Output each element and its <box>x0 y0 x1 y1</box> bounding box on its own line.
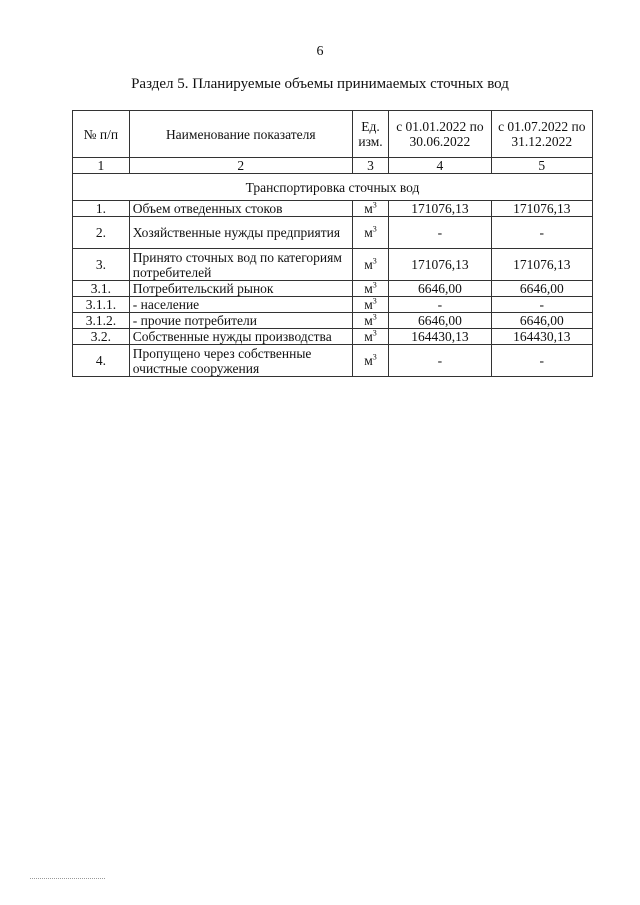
row-value-period1: - <box>389 345 491 377</box>
row-value-period2: 6646,00 <box>491 313 592 329</box>
row-value-period1: - <box>389 217 491 249</box>
column-number: 4 <box>389 158 491 174</box>
row-value-period1: 171076,13 <box>389 201 491 217</box>
row-value-period1: 6646,00 <box>389 281 491 297</box>
header-period2: с 01.07.2022 по 31.12.2022 <box>491 111 592 158</box>
row-name: Пропущено через собственные очистные сооружения <box>129 345 352 377</box>
row-unit: $м^3$ <box>352 217 388 249</box>
column-number: 1 <box>73 158 130 174</box>
row-num: 2. <box>73 217 130 249</box>
table-row <box>73 329 593 345</box>
table-row <box>73 281 593 297</box>
row-value-period1: 6646,00 <box>389 313 491 329</box>
row-value-period2: - <box>491 297 592 313</box>
row-unit: $м^3$ <box>352 345 388 377</box>
row-value-period2: - <box>491 217 592 249</box>
table-row <box>73 345 593 377</box>
column-number: 5 <box>491 158 592 174</box>
wastewater-volumes-table <box>72 110 593 377</box>
row-value-period1: - <box>389 297 491 313</box>
header-period1: с 01.01.2022 по 30.06.2022 <box>389 111 491 158</box>
row-unit: $м^3$ <box>352 249 388 281</box>
group-title: Транспортировка сточных вод <box>73 174 593 201</box>
table-row <box>73 249 593 281</box>
column-number: 3 <box>352 158 388 174</box>
row-value-period2: 6646,00 <box>491 281 592 297</box>
section-title: Раздел 5. Планируемые объемы принимаемых сточных вод <box>131 76 509 92</box>
row-unit: $м^3$ <box>352 297 388 313</box>
footer-dotted-line <box>30 878 105 879</box>
header-name: Наименование показателя <box>129 111 352 158</box>
row-value-period1: 171076,13 <box>389 249 491 281</box>
table-header-row <box>73 111 593 158</box>
row-num: 3.1. <box>73 281 130 297</box>
row-name: - население <box>129 297 352 313</box>
row-num: 1. <box>73 201 130 217</box>
row-num: 3. <box>73 249 130 281</box>
row-value-period2: 171076,13 <box>491 249 592 281</box>
row-value-period2: 164430,13 <box>491 329 592 345</box>
row-name: Собственные нужды производства <box>129 329 352 345</box>
header-num: № п/п <box>73 111 130 158</box>
row-value-period2: - <box>491 345 592 377</box>
page-number: 6 <box>316 44 324 59</box>
row-name: Принято сточных вод по категориям потребителей <box>129 249 352 281</box>
row-num: 4. <box>73 345 130 377</box>
row-value-period1: 164430,13 <box>389 329 491 345</box>
table-row <box>73 313 593 329</box>
table-row <box>73 201 593 217</box>
row-name: - прочие потребители <box>129 313 352 329</box>
row-name: Объем отведенных стоков <box>129 201 352 217</box>
column-number: 2 <box>129 158 352 174</box>
header-unit: Ед. изм. <box>352 111 388 158</box>
table-row <box>73 297 593 313</box>
row-value-period2: 171076,13 <box>491 201 592 217</box>
row-unit: $м^3$ <box>352 201 388 217</box>
row-name: Хозяйственные нужды предприятия <box>129 217 352 249</box>
row-unit: $м^3$ <box>352 329 388 345</box>
row-name: Потребительский рынок <box>129 281 352 297</box>
column-number-row <box>73 158 593 174</box>
group-row <box>73 174 593 201</box>
row-unit: $м^3$ <box>352 313 388 329</box>
row-num: 3.2. <box>73 329 130 345</box>
row-num: 3.1.1. <box>73 297 130 313</box>
row-unit: $м^3$ <box>352 281 388 297</box>
table-row <box>73 217 593 249</box>
row-num: 3.1.2. <box>73 313 130 329</box>
